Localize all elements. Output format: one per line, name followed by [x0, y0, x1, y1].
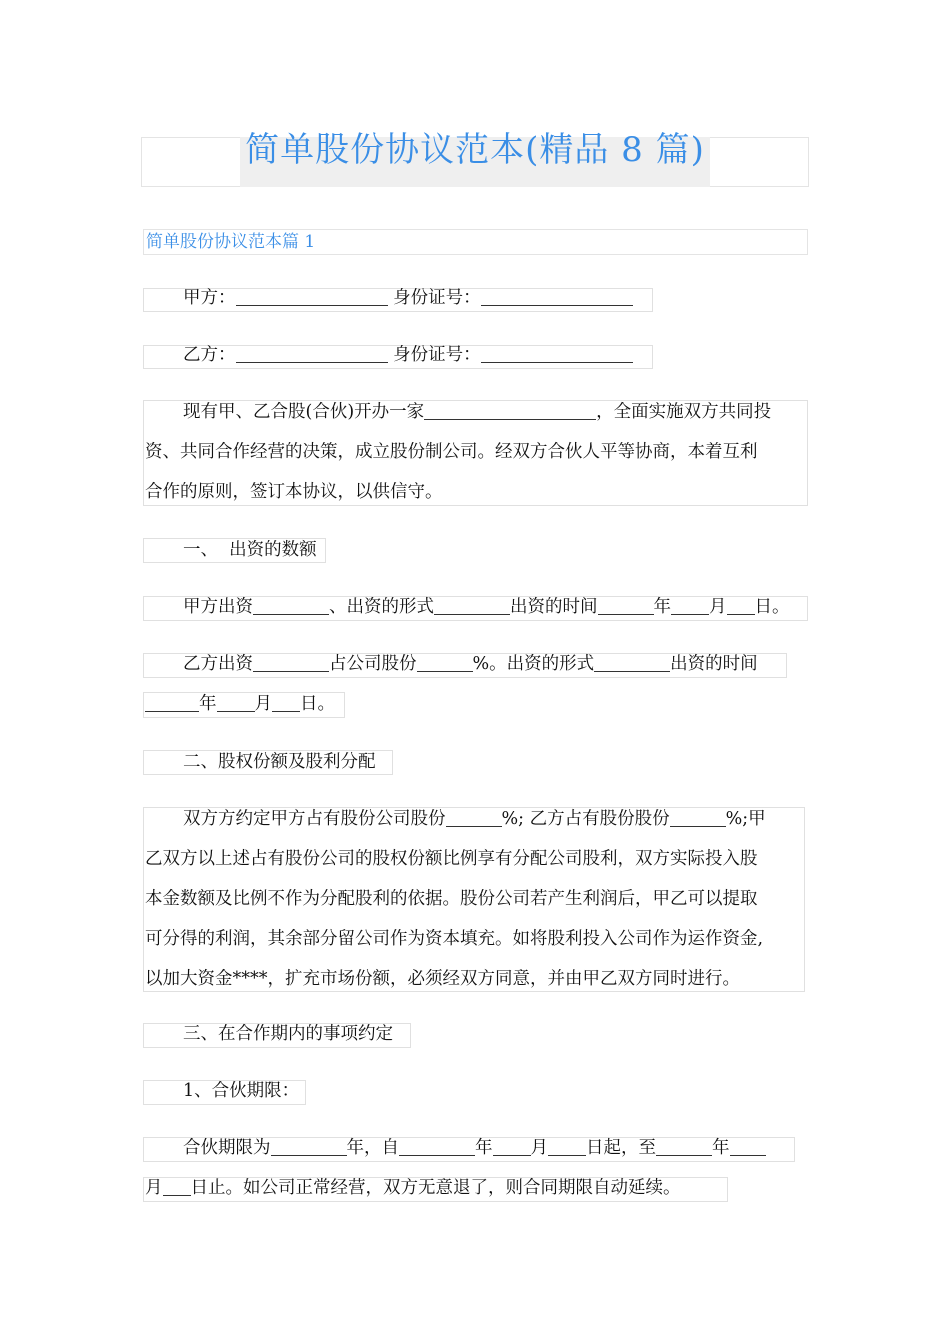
- blank: [446, 808, 502, 827]
- a-contrib-text: 甲方出资: [183, 597, 253, 617]
- blank: [271, 1137, 347, 1156]
- blank: [253, 596, 329, 615]
- term-text: 日止。如公司正常经营，双方无意退了，则合同期限自动延续。: [190, 1178, 681, 1198]
- blank: [598, 596, 654, 615]
- party-b-name-blank: [236, 344, 388, 363]
- a-contrib-line: [143, 595, 790, 619]
- a-contrib-text: 日。: [754, 597, 790, 617]
- term-text: 合伙期限为: [183, 1138, 271, 1158]
- b-contrib-text: 乙方出资: [183, 654, 253, 674]
- party-b-label: 乙方：: [183, 345, 236, 365]
- b-contrib-text: 年: [199, 694, 217, 714]
- party-a-label: 甲方：: [183, 288, 236, 308]
- party-a-line: [143, 286, 633, 310]
- b-contrib-text: 占公司股份: [329, 654, 417, 674]
- intro-text-1b: ，全面实施双方共同投: [596, 402, 772, 422]
- party-b-id-label: 身份证号：: [393, 345, 481, 365]
- party-a-id-blank: [481, 287, 633, 306]
- intro-text-1a: 现有甲、乙合股(合伙)开办一家: [183, 402, 425, 422]
- blank: [548, 1137, 586, 1156]
- term-text: 月: [530, 1138, 548, 1158]
- term-text: 年，自: [346, 1138, 399, 1158]
- term-text: 日起，至: [586, 1138, 656, 1158]
- heading-shares: 二、股权份额及股利分配: [183, 752, 376, 772]
- term-text: 年: [475, 1138, 493, 1158]
- shares-line-3: 本金数额及比例不作为分配股利的依据。股份公司若产生利润后，甲乙可以提取: [145, 889, 758, 909]
- blank: [417, 653, 473, 672]
- blank: [730, 1137, 766, 1156]
- party-a-name-blank: [236, 287, 388, 306]
- subheading-term: 1、合伙期限：: [183, 1081, 300, 1101]
- b-contrib-line-2: [145, 692, 335, 716]
- heading-terms: 三、在合作期内的事项约定: [183, 1024, 393, 1044]
- term-line-1: [143, 1136, 766, 1160]
- blank: [272, 693, 300, 712]
- a-contrib-text: 出资的时间: [510, 597, 598, 617]
- b-contrib-line-1: [143, 652, 758, 676]
- a-contrib-text: 年: [653, 597, 671, 617]
- term-text: 年: [712, 1138, 730, 1158]
- company-name-blank: [424, 401, 596, 420]
- blank: [671, 596, 709, 615]
- document-title: 简单股份协议范本(精品 8 篇): [245, 130, 705, 170]
- b-contrib-text: %。出资的形式: [472, 654, 595, 674]
- blank: [434, 596, 510, 615]
- blank: [594, 653, 670, 672]
- blank: [399, 1137, 475, 1156]
- heading-contribution: 一、 出资的数额: [183, 540, 317, 560]
- blank: [727, 596, 755, 615]
- shares-line-4: 可分得的利润，其余部分留公司作为资本填充。如将股利投入公司作为运作资金,: [145, 929, 764, 949]
- intro-line-1: [143, 400, 771, 424]
- shares-text: %;甲: [725, 809, 766, 829]
- b-contrib-text: 出资的时间: [670, 654, 758, 674]
- term-line-2: [145, 1176, 681, 1200]
- blank: [145, 693, 199, 712]
- party-b-id-blank: [481, 344, 633, 363]
- a-contrib-text: 月: [709, 597, 727, 617]
- blank: [656, 1137, 712, 1156]
- blank: [493, 1137, 531, 1156]
- blank: [670, 808, 726, 827]
- shares-text: %; 乙方占有股份股份: [501, 809, 670, 829]
- a-contrib-text: 、出资的形式: [329, 597, 434, 617]
- section-heading: 简单股份协议范本篇 1: [143, 229, 808, 255]
- term-text: 月: [145, 1178, 163, 1198]
- b-contrib-text: 月: [254, 694, 272, 714]
- shares-text: 双方方约定甲方占有股份公司股份: [183, 809, 446, 829]
- shares-line-2: 乙双方以上述占有股份公司的股权份额比例享有分配公司股利，双方实际投入股: [145, 849, 758, 869]
- party-b-line: [143, 343, 633, 367]
- intro-line-2: 资、共同合作经营的决策，成立股份制公司。经双方合伙人平等协商，本着互利: [145, 442, 758, 462]
- b-contrib-text: 日。: [300, 694, 335, 714]
- intro-line-3: 合作的原则，签订本协议，以供信守。: [145, 482, 443, 502]
- blank: [163, 1177, 191, 1196]
- blank: [253, 653, 329, 672]
- shares-line-1: [143, 807, 766, 831]
- party-a-id-label: 身份证号：: [393, 288, 481, 308]
- shares-line-5: 以加大资金****，扩充市场份额，必须经双方同意，并由甲乙双方同时进行。: [145, 969, 740, 989]
- blank: [217, 693, 255, 712]
